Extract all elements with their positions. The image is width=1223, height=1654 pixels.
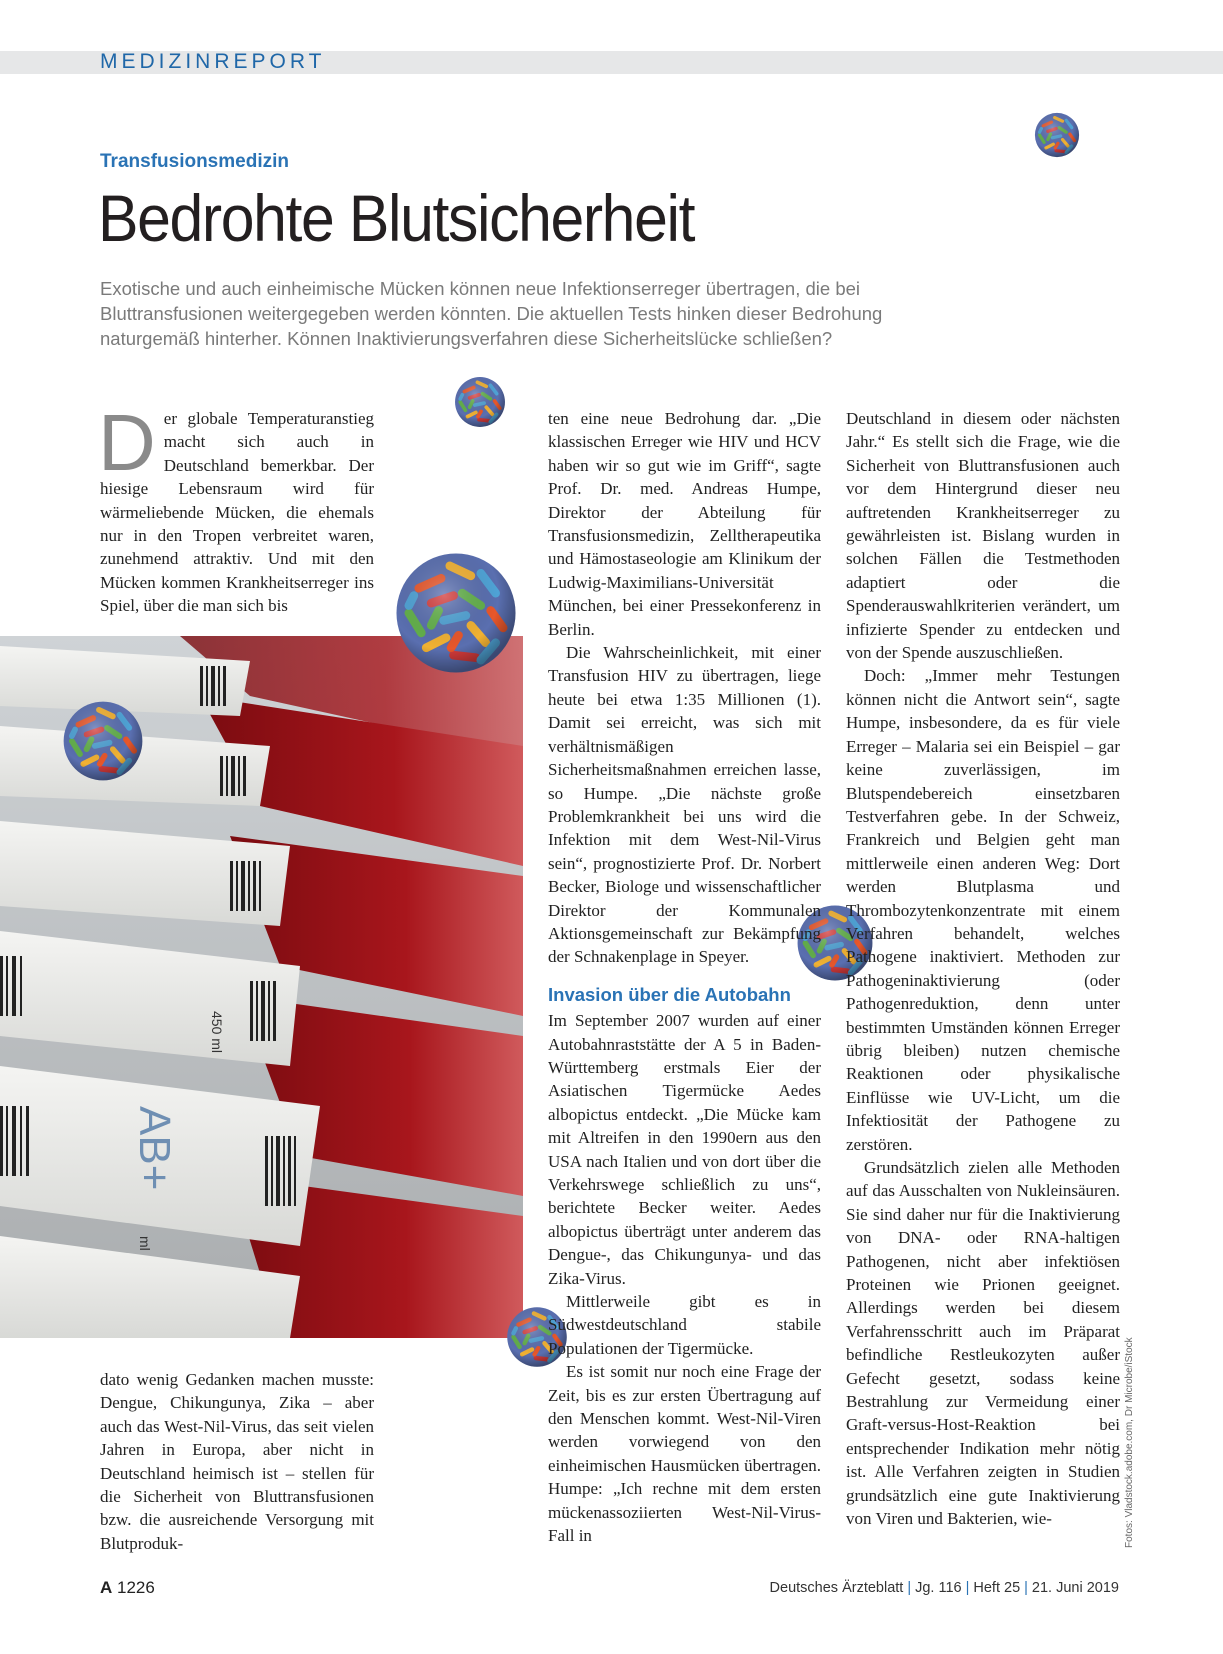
page-number	[100, 1578, 155, 1598]
paragraph	[98, 398, 374, 618]
paragraph: Die Wahrscheinlichkeit, mit einer Transfusion HIV zu übertragen, liege heute bei etwa 1:35 Millionen (1). Damit sei erreicht, was sich mit verhältnismäßigen Sicherheitsmaßnahmen erreichen lasse, so Humpe. „Die nächste große Problemkrankheit bei uns wird die Infektion mit dem West-Nil-Virus sein“, prognostizierte Prof. Dr. Norbert Becker, Biologe und wissenschaftlicher Direktor der Kommunalen Aktionsgemeinschaft zur Bekämpfung der Schnakenplage in Speyer.	[548, 643, 821, 967]
column-3	[846, 407, 1120, 1531]
virus-illustration	[1034, 112, 1080, 158]
column-1	[98, 398, 374, 618]
paragraph: Mittlerweile gibt es in Südwestdeutschland stabile Populationen der Tigermücke.	[548, 1292, 821, 1358]
issue-date: 21. Juni 2019	[1031, 1580, 1119, 1596]
photo-credit: Fotos: Vladstock.adobe.com, Dr Microbe/iStock	[1124, 1337, 1135, 1548]
paragraph: Im September 2007 wurden auf einer Autobahnraststätte der A 5 in Baden-Württemberg erstmals Eier der Asiatischen Tigermücke Aedes albopictus entdeckt. „Die Mücke kam mit Altreifen in den 1990ern aus den USA nach Italien und von dort über die Verkehrswege schließlich zu uns“, berichtete Becker weiter. Aedes albopictus überträgt unter anderem das Dengue-, das Chikungunya- und das Zika-Virus.	[548, 1011, 821, 1288]
subheading: Invasion über die Autobahn	[548, 983, 791, 1005]
paragraph: dato wenig Gedanken machen musste: Dengue, Chikungunya, Zika – aber auch das West-Nil-Virus, das seit vielen Jahren in Europa, aber nicht in Deutschland heimisch ist – stellen für die Sicherheit von Bluttransfusionen bzw. die ausreichende Versorgung mit Blutproduk-	[100, 1370, 374, 1553]
article-title: Bedrohte Blutsicherheit	[98, 181, 695, 255]
column-2	[548, 407, 821, 1548]
virus-illustration	[454, 376, 506, 428]
paragraph: Deutschland in diesem oder nächsten Jahr.“ Es stellt sich die Frage, wie die Sicherheit von Bluttransfusionen auch vor dem Hintergrund dieser neu auftretenden Krankheitserreger zu gewährleisten ist. Bislang wurden in solchen Fällen die Testmethoden adaptiert oder die Spenderauswahlkriterien verändert, um infizierte Spender zu entdecken und von der Spende auszuschließen.	[846, 409, 1120, 663]
paragraph-text: er globale Temperaturanstieg macht sich auch in Deutschland bemerkbar. Der hiesige Lebensraum wird für wärmeliebende Mücken, die ehemals nur in den Tropen verbreitet waren, zunehmend attraktiv. Und mit den Mücken kommen Krankheitserreger ins Spiel, über die man sich bis	[100, 409, 374, 616]
section-label: MEDIZINREPORT	[100, 50, 326, 73]
page-prefix: A	[100, 1578, 113, 1597]
footer-citation: Deutsches Ärzteblatt | Jg. 116 | Heft 25 | 21. Juni 2019	[769, 1580, 1119, 1596]
column-1-continued	[100, 1368, 374, 1555]
paragraph: Es ist somit nur noch eine Frage der Zeit, bis es zur ersten Übertragung auf den Menschen kommt. West-Nil-Viren werden vorwiegend von den einheimischen Hausmücken übertragen. Humpe: „Ich rechne mit dem ersten mückenassoziierten West-Nil-Virus-Fall in	[548, 1362, 821, 1546]
article-kicker: Transfusionsmedizin	[100, 151, 289, 172]
paragraph: Doch: „Immer mehr Testungen können nicht die Antwort sein“, sagte Humpe, insbesondere, da es für viele Erreger – Malaria sei ein Beispiel – gar keine zuverlässigen, im Blutspendebereich einsetzbaren Testverfahren gebe. In der Schweiz, Frankreich und Belgien geht man mittlerweile einen anderen Weg: Dort werden Blutplasma und Thrombozytenkonzentrate mit einem Verfahren behandelt, welches Pathogene inaktiviert. Methoden zur Pathogeninaktivierung (oder Pathogenreduktion, denn unter bestimmten Umständen können Erreger übrig bleiben) nutzen chemische Reaktionen oder physikalische Einflüsse wie UV-Licht, um die Infektiosität der Pathogene zu zerstören.	[846, 666, 1120, 1154]
blood-group-label: AB+	[130, 1106, 179, 1191]
paragraph: Grundsätzlich zielen alle Methoden auf das Ausschalten von Nukleinsäuren. Sie sind daher nur für die Inaktivierung von DNA- oder RNA-haltigen Pathogenen, nicht aber infektiösen Proteinen wie Prionen geeignet. Allerdings werden bei diesem Verfahrensschritt auch im Präparat befindliche Restleukozyten außer Gefecht gesetzt, sodass keine Bestrahlung zur Vermeidung einer Graft-versus-Host-Reaktion bei entsprechender Indikation mehr nötig ist. Alle Verfahren zeigten in Studien grundsätzlich eine gute Inaktivierung von Viren und Bakterien, wie-	[846, 1158, 1120, 1529]
issue: Heft 25	[973, 1580, 1021, 1596]
paragraph: ten eine neue Bedrohung dar. „Die klassischen Erreger wie HIV und HCV haben wir so gut wie im Griff“, sagte Prof. Dr. med. Andreas Humpe, Direktor der Abteilung für Transfusionsmedizin, Zelltherapeutika und Hämostaseologie am Klinikum der Ludwig-Maximilians-Universität München, bei einer Pressekonferenz in Berlin.	[548, 409, 821, 639]
virus-illustration	[394, 551, 518, 675]
page-number-value: 1226	[117, 1578, 155, 1597]
drop-cap: D	[98, 398, 156, 487]
virus-illustration	[62, 700, 144, 782]
article-lead: Exotische und auch einheimische Mücken können neue Infektionserreger übertragen, die bei Bluttransfusionen weitergegeben werden könnten. Die aktuellen Tests hinken dieser Bedrohung naturgemäß hinterher. Können Inaktivierungsverfahren diese Sicherheitslücke schließen?	[100, 278, 883, 349]
journal-name: Deutsches Ärzteblatt	[769, 1580, 904, 1596]
bag-volume-label: 450 ml	[209, 1011, 225, 1054]
volume: Jg. 116	[915, 1580, 962, 1596]
unit-label: ml	[137, 1236, 153, 1251]
